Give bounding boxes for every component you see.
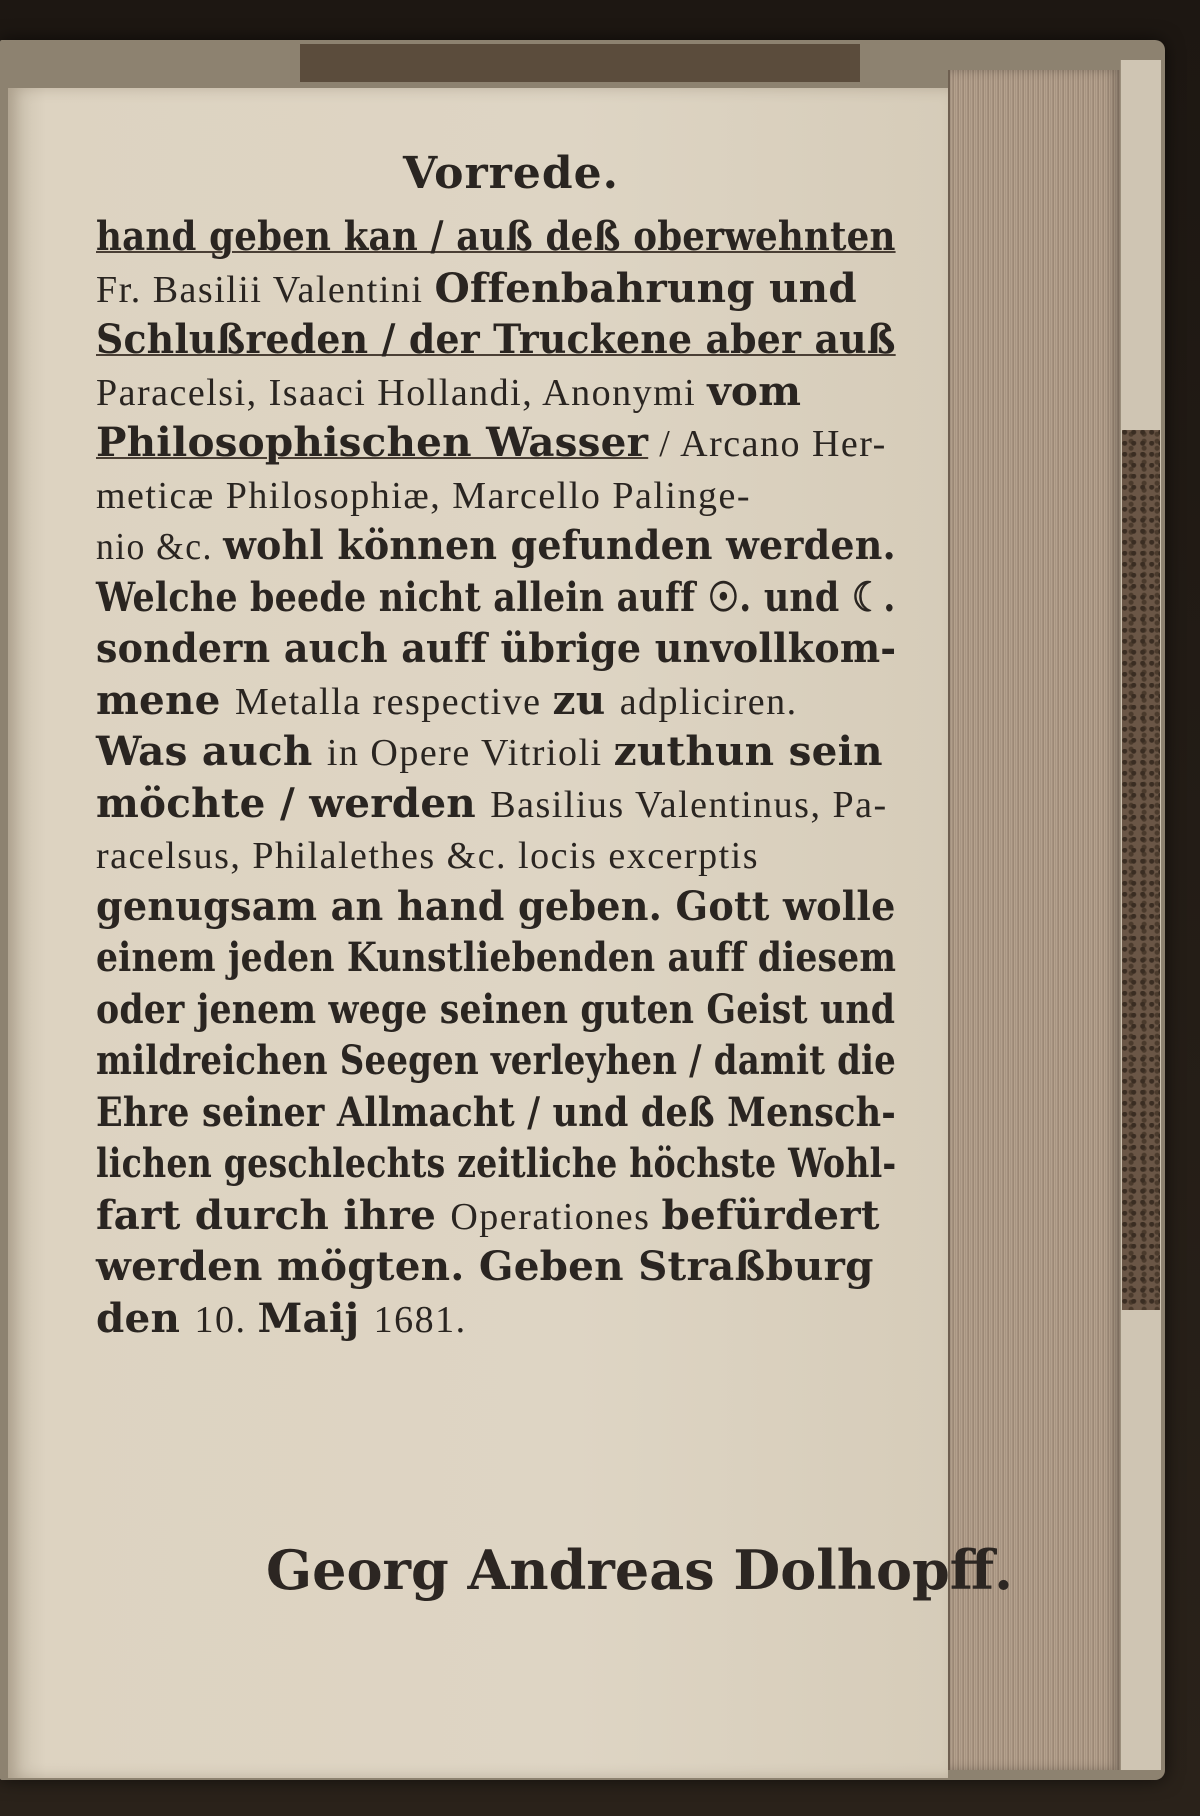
antiqua-text: in Opere Vitrioli — [326, 732, 614, 774]
fraktur-text: Schlußreden / der Truckene aber auß — [96, 315, 896, 363]
text-line — [96, 520, 896, 572]
page-fore-edge — [948, 70, 1120, 1770]
text-line — [96, 1190, 886, 1242]
marbled-cover-edge — [1122, 430, 1160, 1310]
fraktur-text: genugsam an hand geben. Gott wolle — [96, 881, 896, 930]
fraktur-text: Maij — [257, 1293, 374, 1342]
fraktur-text: Was auch — [96, 727, 327, 775]
running-head: Vorrede. — [403, 148, 619, 199]
text-line — [96, 314, 896, 366]
fraktur-text: hand geben kan / auß deß oberwehnten — [96, 212, 896, 260]
antiqua-text: Paracelsi, Isaaci Hollandi, Anonymi — [96, 371, 708, 414]
text-line — [96, 726, 886, 778]
fraktur-text: den — [96, 1293, 195, 1342]
fraktur-text: Ehre seiner Allmacht / und deß Mensch- — [96, 1087, 896, 1136]
text-line — [96, 881, 896, 933]
fraktur-text: wohl können gefunden werden. — [223, 521, 896, 569]
fraktur-text: mildreichen Seegen verleyhen / damit die — [96, 1036, 896, 1084]
fraktur-text: lichen geschlechts zeitliche höchste Wohl- — [96, 1139, 897, 1187]
text-block — [96, 148, 897, 1344]
fraktur-text: mene — [96, 675, 235, 724]
antiqua-text: Metalla respective — [234, 680, 553, 723]
text-line — [96, 263, 886, 315]
fraktur-text: zuthun sein — [613, 727, 883, 775]
fraktur-text: werden mögten. Geben Straßburg — [96, 1242, 874, 1290]
text-line — [96, 623, 897, 675]
text-line — [96, 1241, 886, 1293]
antiqua-text: 10. — [194, 1298, 258, 1341]
antiqua-text: / Arcano Her- — [648, 423, 887, 465]
fraktur-text: möchte / werden — [96, 778, 491, 827]
signature: Georg Andreas Dolhopff. — [266, 1538, 1013, 1602]
text-line — [96, 829, 886, 881]
fraktur-text: befürdert — [661, 1190, 880, 1239]
text-line — [96, 1138, 897, 1190]
text-line — [96, 1035, 896, 1087]
body-lines — [96, 211, 897, 1344]
text-line — [96, 417, 886, 469]
text-line — [96, 675, 886, 727]
antiqua-text: Basilius Valentinus, Pa- — [490, 783, 888, 826]
text-line — [96, 211, 896, 263]
fraktur-text: zu — [552, 675, 620, 724]
fraktur-text: Offenbahrung und — [434, 263, 857, 312]
text-line — [96, 1087, 896, 1139]
antiqua-text: Operationes — [450, 1195, 662, 1238]
text-line — [96, 932, 897, 984]
fraktur-text: fart durch ihre — [96, 1190, 451, 1239]
cover-binding-edge — [300, 44, 860, 82]
fraktur-text: vom — [707, 366, 802, 415]
antiqua-text: meticæ Philosophiæ, Marcello Palinge- — [96, 474, 751, 517]
fraktur-text: Welche beede nicht allein auff ☉. und ☾. — [96, 572, 896, 621]
antiqua-text: adpliciren. — [619, 680, 798, 723]
fraktur-text: Philosophischen Wasser — [96, 418, 649, 466]
text-line — [96, 778, 886, 830]
printed-page — [8, 88, 1013, 1778]
text-line — [96, 572, 896, 624]
antiqua-text: nio &c. — [96, 526, 224, 568]
fraktur-text: einem jeden Kunstliebenden auff diesem — [96, 933, 897, 981]
fraktur-text: sondern auch auff übrige unvollkom- — [96, 624, 897, 672]
antiqua-text: Fr. Basilii Valentini — [96, 268, 435, 311]
text-line — [96, 469, 886, 521]
antiqua-text: racelsus, Philalethes &c. locis excerptis — [96, 835, 759, 877]
fraktur-text: oder jenem wege seinen guten Geist und — [96, 984, 896, 1033]
text-line — [96, 366, 886, 418]
text-line — [96, 984, 896, 1036]
antiqua-text: 1681. — [373, 1298, 467, 1341]
text-line — [96, 1293, 886, 1345]
